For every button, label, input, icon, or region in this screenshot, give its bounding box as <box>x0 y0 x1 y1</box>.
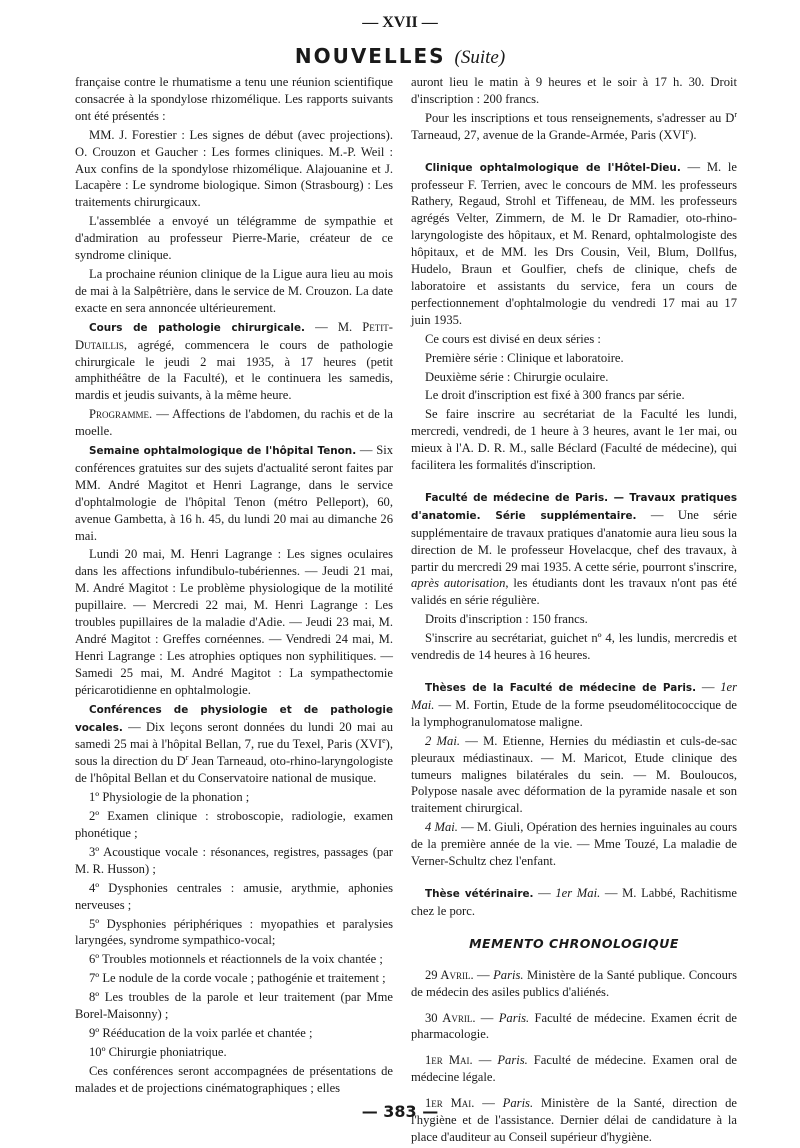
list-item: 4º Dysphonies centrales : amusie, arythmie, aphonies nerveuses ; <box>75 880 393 912</box>
date: 1er Mai. <box>425 1096 475 1111</box>
date: 1er Mai. <box>555 885 601 900</box>
paragraph: La prochaine réunion clinique de la Ligue aura lieu au mois de mai à la Salpêtrière, dans le service de M. Crouzon. La date exacte en sera annoncée ultérieurement. <box>75 266 393 315</box>
person-name: Petit-Dutaillis <box>75 319 393 352</box>
memento-entry: 30 Avril. — Paris. Faculté de médecine. Examen écrit de pharmacologie. <box>411 1010 737 1042</box>
text: Pour les inscriptions et tous renseignements, s'adresser au D <box>425 110 735 125</box>
news-item-hotel-dieu <box>411 159 737 329</box>
list-item: 10º Chirurgie phoniatrique. <box>89 1044 227 1059</box>
news-text: Jean Tarneaud, oto-rhino-laryngologiste de l'hôpital Bellan et du Conservatoire national de musique. <box>75 754 393 786</box>
paragraph: Droits d'inscription : 150 francs. <box>425 612 588 627</box>
news-heading: Thèse vétérinaire. <box>425 887 534 900</box>
news-text: , agrégé, commencera le cours de pathologie chirurgicale le jeudi 2 mai 1935, à 17 heures (petit amphithéâtre de la Faculté), et le continuera les samedis, mardis et jeudis suivants, à la même heure. <box>75 337 393 403</box>
news-text: , les étudiants dont les travaux n'ont pas été validés en série régulière. <box>411 576 737 608</box>
news-item-vocales <box>75 701 393 788</box>
memento-text: Ministère de la Santé, direction de l'hygiène et de l'assistance. Dernier délai de candidature à la place d'auditeur au Conseil supérieur d'hygiène. <box>411 1096 737 1144</box>
paragraph: Ces conférences seront accompagnées de présentations de malades et de projections cinématographiques ; elles <box>75 1063 393 1095</box>
list-item: 5º Dysphonies périphériques : myopathies et paralysies laryngées, syndrome sympathico-vocal; <box>75 916 393 948</box>
news-heading: Semaine ophtalmologique de l'hôpital Tenon. <box>89 445 357 458</box>
list-item: 6º Troubles motionnels et réactionnels de la voix chantée ; <box>89 952 383 967</box>
paragraph <box>411 110 737 144</box>
date: 2 Mai. <box>425 733 460 748</box>
news-heading: Cours de pathologie chirurgicale. <box>89 321 305 334</box>
superscript: e <box>382 736 386 746</box>
list-item: 3º Acoustique vocale : résonances, registres, passages (par M. R. Husson) ; <box>75 844 393 876</box>
memento-heading: MEMENTO CHRONOLOGIQUE <box>469 935 679 951</box>
paragraph: française contre le rhumatisme a tenu une réunion scientifique consacrée à la spondylose rhizomélique. Les rapports suivants ont été présentés : <box>75 75 393 123</box>
paragraph: Deuxième série : Chirurgie oculaire. <box>425 369 609 384</box>
list-item: 2º Examen clinique : stroboscopie, radiologie, examen phonétique ; <box>75 809 393 840</box>
date: 29 Avril. <box>425 967 474 982</box>
list-item: 1º Physiologie de la phonation ; <box>89 790 250 805</box>
city: Paris. <box>502 1096 534 1111</box>
news-text: — Une série supplémentaire de travaux pratiques d'anatomie aura lieu sous la direction de M. le professeur Hovelacque, chef des travaux, à partir du mercredi 29 mai 1935. A cette série, pourront s'inscrire, <box>411 507 737 574</box>
roman-page-number: — XVII — <box>362 14 438 31</box>
italic-text: après autorisation <box>411 576 506 591</box>
news-text: — M. le professeur F. Terrien, avec le concours de MM. les professeurs Rathery, Regaud, Strohl et Tiffeneau, de MM. les professeurs agrégés Velter, Zimmern, de M. le Dr Ramadier, oto-rhino-laryngologiste des hôpitaux, et M. Renard, ophtalmologiste des hôpitaux, et de MM. les Drs Cousin, Veil, Blum, Dollfus, Hudelo, Braun et Goulfier, chefs de clinique, chefs de laboratoire et assistants du service, fera un cours de perfectionnement d'ophtalmologie du vendredi 17 mai au 17 juin 1935. <box>411 159 737 327</box>
news-item-cours-pathologie <box>75 319 393 405</box>
left-column <box>75 74 393 1099</box>
paragraph: Ce cours est divisé en deux séries : <box>425 331 601 346</box>
superscript: r <box>734 109 737 119</box>
date: 1er Mai. <box>411 680 737 712</box>
page-number: — 383 — <box>361 1102 439 1121</box>
page-title <box>0 44 800 69</box>
memento-text: Faculté de médecine. Examen oral de médecine légale. <box>411 1053 738 1085</box>
list-item: 9º Rééducation de la voix parlée et chantée ; <box>89 1025 313 1040</box>
news-text: ), sous la direction du D <box>75 737 393 769</box>
programme-text: . — Affections de l'abdomen, du rachis et de la moelle. <box>75 407 393 439</box>
news-item-theses: Thèses de la Faculté de médecine de Paris. — 1er Mai. — M. Fortin, Etude de la forme pseudomélitococcique de la lymphogranulomatose maligne. <box>411 680 737 729</box>
news-item-tenon <box>75 442 393 544</box>
memento-text: Faculté de médecine. Examen écrit de pharmacologie. <box>411 1010 737 1042</box>
paragraph: Se faire inscrire au secrétariat de la Faculté les lundi, mercredi, vendredi, de 1 heure à 3 heures, avant le 1er mai, ou mieux à l'A. D. R. M., salle Béclard (Faculté de médecine), qui facilitera les formalités d'inscription. <box>411 407 737 473</box>
news-text: M. Fortin, Etude de la forme pseudomélitococcique de la lymphogranulomatose maligne. <box>411 697 737 729</box>
news-text: — Dix leçons seront données du lundi 20 mai au samedi 25 mai à l'hôpital Bellan, 7, rue du Texel, Paris (XVI <box>75 719 393 752</box>
news-heading: Thèses de la Faculté de médecine de Paris. <box>425 682 697 694</box>
programme-line <box>75 406 393 440</box>
paragraph: L'assemblée a envoyé un télégramme de sympathie et d'admiration au professeur Pierre-Marie, créateur de ce syndrome clinique. <box>75 214 393 263</box>
list-item: 8º Les troubles de la parole et leur traitement (par Mme Borel-Maisonny) ; <box>75 990 393 1022</box>
news-item-faculte <box>411 489 737 609</box>
paragraph: 4 Mai. — M. Giuli, Opération des hernies inguinales au cours de la première année de la vie. — Mme Touzé, La maladie de Verner-Schultz chez l'enfant. <box>411 820 737 869</box>
programme-label: Programme <box>89 407 150 422</box>
superscript: r <box>185 753 189 763</box>
text: ). <box>689 127 697 142</box>
news-heading: Faculté de médecine de Paris. — Travaux pratiques d'anatomie. Série supplémentaire. <box>411 491 737 522</box>
text: Tarneaud, 27, avenue de la Grande-Armée, Paris (XVI <box>411 127 686 142</box>
tenon-programme: Lundi 20 mai, M. Henri Lagrange : Les signes oculaires dans les affections infundibulo-tubériennes. — Jeudi 21 mai, M. André Magitot : Le problème physiologique de la motilité pupillaire. — Mercredi 22 mai, M. Henri Lagrange : Les troubles pupillaires de la maladie d'Adie. — Jeudi 23 mai, M. André Magitot : Greffes cornéennes. — Vendredi 24 mai, M. Henri Lagrange : Les atrophies optiques non syphilitiques. — Samedi 25 mai, M. André Magitot : La sympathectomie péricarotidienne en ophtalmologie. <box>75 547 393 697</box>
memento-text: Ministère de la Santé publique. Concours de médecin des asiles publics d'aliénés. <box>411 967 737 999</box>
city: Paris. <box>493 967 524 982</box>
news-heading: Clinique ophtalmologique de l'Hôtel-Dieu. <box>425 161 681 174</box>
paragraph: Première série : Clinique et laboratoire. <box>425 350 624 365</box>
news-text: — Six conférences gratuites sur des sujets d'actualité seront faites par MM. André Magitot et Henri Lagrange, dans le service d'ophtalmologie de l'hôpital Tenon (métro Pelleport), 60, avenue Gambetta, à 16 h. 45, du lundi 20 mai au dimanche 26 mai. <box>75 443 393 543</box>
news-item-these-veterinaire: Thèse vétérinaire. — 1er Mai. — M. Labbé, Rachitisme chez le porc. <box>411 885 738 918</box>
date: 1er Mai. <box>425 1053 473 1068</box>
paragraph: 2 Mai. — M. Etienne, Hernies du médiastin et culs-de-sac pleuraux médiastinaux. — M. Maricot, Etude clinique des tumeurs malignes bilatérales du sein. — M. Bouloucos, Polypose nasale avec déformation de la pyramide nasale et son traitement chirurgical. <box>411 733 737 816</box>
superscript: e <box>685 126 690 136</box>
memento-entry: 29 Avril. — Paris. Ministère de la Santé publique. Concours de médecin des asiles publics d'aliénés. <box>411 967 737 999</box>
news-heading: Conférences de physiologie et de pathologie vocales. <box>75 703 393 734</box>
title-suite: (Suite) <box>454 47 506 68</box>
paragraph: Le droit d'inscription est fixé à 300 francs par série. <box>425 388 685 403</box>
paragraph: S'inscrire au secrétariat, guichet nº 4, les lundis, mercredis et vendredis de 14 heures à 16 heures. <box>411 631 737 663</box>
news-text: M. Labbé, Rachitisme chez le porc. <box>411 885 738 918</box>
news-text: M. Giuli, Opération des hernies inguinales au cours de la première année de la vie. — Mme Touzé, La maladie de Verner-Schultz chez l'enfant. <box>411 820 737 869</box>
memento-entry: 1er Mai. — Paris. Faculté de médecine. Examen oral de médecine légale. <box>411 1053 738 1085</box>
title-main: NOUVELLES <box>294 44 446 68</box>
paragraph: auront lieu le matin à 9 heures et le soir à 17 h. 30. Droit d'inscription : 200 francs. <box>411 75 737 106</box>
right-column <box>411 74 737 1148</box>
city: Paris. <box>497 1053 528 1068</box>
memento-entry: 1er Mai. — Paris. Ministère de la Santé, direction de l'hygiène et de l'assistance. Dernier délai de candidature à la place d'auditeur au Conseil supérieur d'hygiène. <box>411 1096 737 1144</box>
paragraph: MM. J. Forestier : Les signes de début (avec projections). O. Crouzon et Gaucher : Les formes cliniques. M.-P. Weil : Aux confins de la spondylose rhizomélique. Alajouanine et J. Lacapère : Le syndrome biologique. Simon (Strasbourg) : Les traitements chirurgicaux. <box>75 127 393 210</box>
separator: — M. <box>304 319 363 334</box>
city: Paris. <box>498 1010 530 1025</box>
list-item: 7º Le nodule de la corde vocale ; pathogénie et traitement ; <box>89 971 386 986</box>
date: 30 Avril. <box>425 1010 476 1025</box>
date: 4 Mai. <box>425 820 458 835</box>
news-text: M. Etienne, Hernies du médiastin et culs-de-sac pleuraux médiastinaux. — M. Maricot, Etude clinique des tumeurs malignes bilatérales du sein. — M. Bouloucos, Polypose nasale avec déformation de la pyramide nasale et son traitement chirurgical. <box>411 733 737 816</box>
